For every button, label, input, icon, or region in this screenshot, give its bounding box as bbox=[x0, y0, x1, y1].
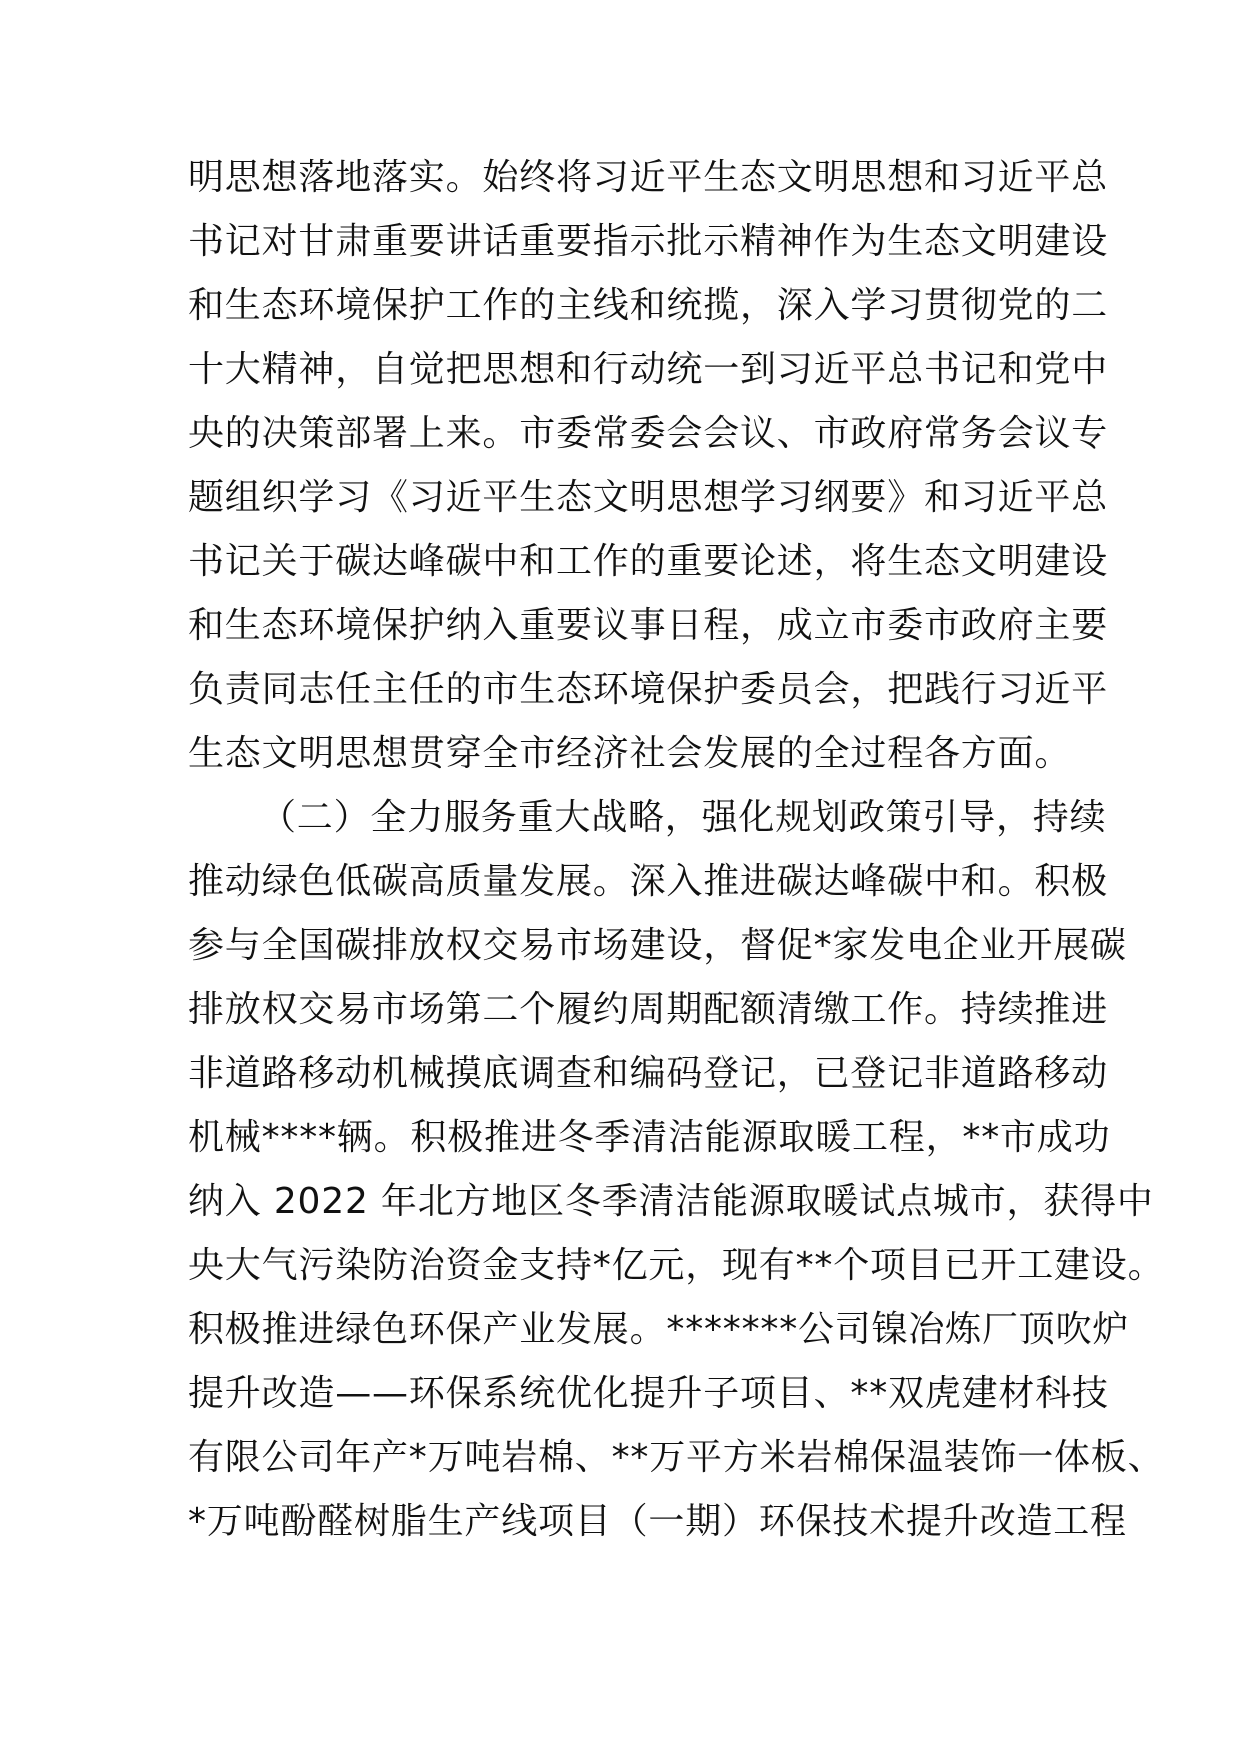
text-line-2: 书记对甘肃重要讲话重要指示批示精神作为生态文明建设 bbox=[188, 221, 1109, 262]
text-line-9: 负责同志任主任的市生态环境保护委员会，把践行习近平 bbox=[188, 669, 1109, 710]
text-line-4: 十大精神，自觉把思想和行动统一到习近平总书记和党中 bbox=[188, 349, 1109, 390]
text-line-20: 提升改造——环保系统优化提升子项目、**双虎建材科技 bbox=[188, 1373, 1109, 1414]
text-line-21: 有限公司年产*万吨岩棉、**万平方米岩棉保温装饰一体板、 bbox=[188, 1437, 1165, 1478]
text-line-18: 央大气污染防治资金支持*亿元，现有**个项目已开工建设。 bbox=[188, 1245, 1165, 1286]
text-line-10: 生态文明思想贯穿全市经济社会发展的全过程各方面。 bbox=[188, 733, 1072, 774]
text-line-14: 排放权交易市场第二个履约周期配额清缴工作。持续推进 bbox=[188, 989, 1109, 1030]
text-line-7: 书记关于碳达峰碳中和工作的重要论述，将生态文明建设 bbox=[188, 541, 1109, 582]
text-line-17: 纳入 2022 年北方地区冬季清洁能源取暖试点城市，获得中 bbox=[188, 1181, 1154, 1222]
text-line-15: 非道路移动机械摸底调查和编码登记，已登记非道路移动 bbox=[188, 1053, 1109, 1094]
text-line-12: 推动绿色低碳高质量发展。深入推进碳达峰碳中和。积极 bbox=[188, 861, 1109, 902]
text-line-19: 积极推进绿色环保产业发展。*******公司镍冶炼厂顶吹炉 bbox=[188, 1309, 1130, 1350]
section-heading-2: （二）全力服务重大战略，强化规划政策引导，持续 bbox=[260, 797, 1107, 838]
text-line-13: 参与全国碳排放权交易市场建设，督促*家发电企业开展碳 bbox=[188, 925, 1127, 966]
text-line-3: 和生态环境保护工作的主线和统揽，深入学习贯彻党的二 bbox=[188, 285, 1109, 326]
text-line-22: *万吨酚醛树脂生产线项目（一期）环保技术提升改造工程 bbox=[188, 1501, 1127, 1542]
text-line-16: 机械****辆。积极推进冬季清洁能源取暖工程，**市成功 bbox=[188, 1117, 1111, 1158]
text-line-1: 明思想落地落实。始终将习近平生态文明思想和习近平总 bbox=[188, 157, 1109, 198]
text-line-6: 题组织学习《习近平生态文明思想学习纲要》和习近平总 bbox=[188, 477, 1109, 518]
text-line-8: 和生态环境保护纳入重要议事日程，成立市委市政府主要 bbox=[188, 605, 1109, 646]
text-line-5: 央的决策部署上来。市委常委会会议、市政府常务会议专 bbox=[188, 413, 1109, 454]
